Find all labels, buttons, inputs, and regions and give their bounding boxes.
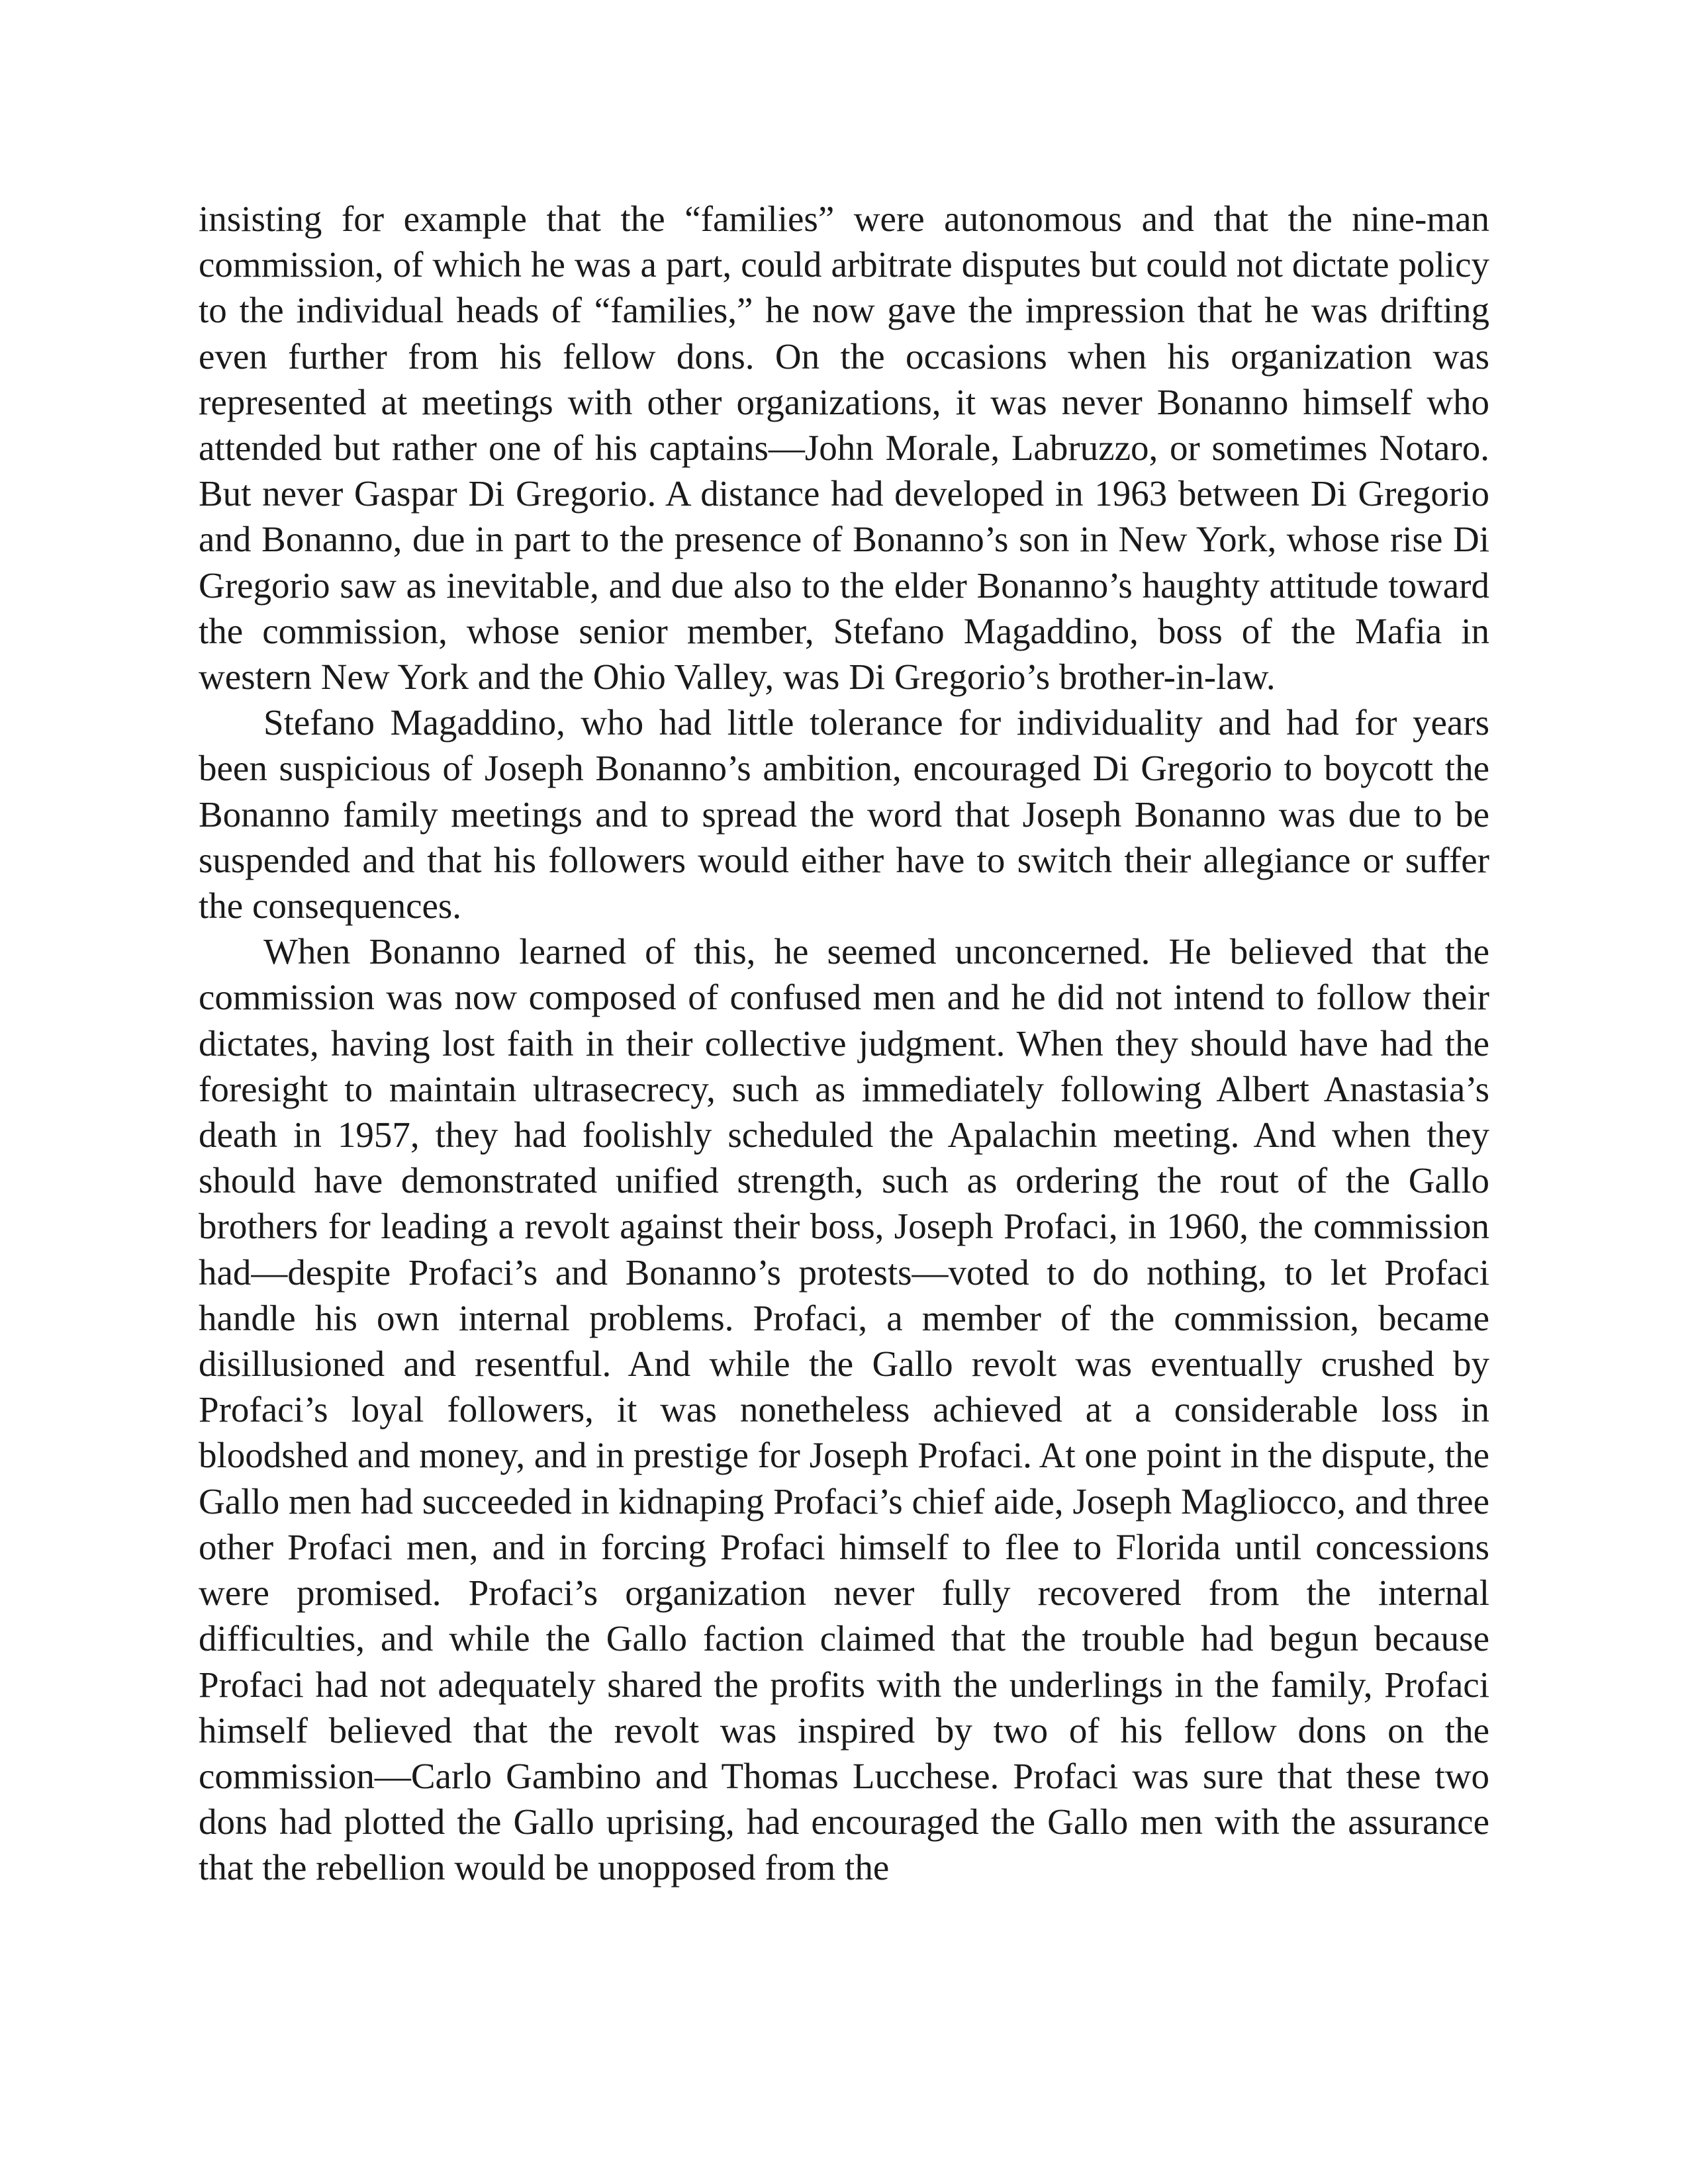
paragraph-magaddino: Stefano Magaddino, who had little tolerance for individuality and had for years been suspicious of Joseph Bonanno’s ambition, encouraged Di Gregorio to boycott the Bonanno family meetings and to spread the word that Joseph Bonanno was due to be suspended and that his followers would either have to switch their allegiance or suffer the consequences. bbox=[199, 702, 1489, 927]
paragraph-continued: insisting for example that the “families” were autonomous and that the nine-man commission, of which he was a part, could arbitrate disputes but could not dictate policy to the individual heads of “families,” he now gave the impression that he was drifting even further from his fellow dons. On the occasions when his organization was represented at meetings with other organizations, it was never Bonanno himself who attended but rather one of his captains—John Morale, Labruzzo, or sometimes Notaro. But never Gaspar Di Gregorio. A distance had developed in 1963 between Di Gregorio and Bonanno, due in part to the presence of Bonanno’s son in New York, whose rise Di Gregorio saw as inevitable, and due also to the elder Bonanno’s haughty attitude toward the commission, whose senior member, Stefano Magaddino, boss of the Mafia in western New York and the Ohio Valley, was Di Gregorio’s brother-in-law. bbox=[199, 199, 1489, 698]
document-page bbox=[199, 196, 1489, 1891]
paragraph-bonanno-unconcerned: When Bonanno learned of this, he seemed unconcerned. He believed that the commission was now composed of confused men and he did not intend to follow their dictates, having lost faith in their collective judgment. When they should have had the foresight to maintain ultrasecrecy, such as immediately following Albert Anastasia’s death in 1957, they had foolishly scheduled the Apalachin meeting. And when they should have demonstrated unified strength, such as ordering the rout of the Gallo brothers for leading a revolt against their boss, Joseph Profaci, in 1960, the commission had—despite Profaci’s and Bonanno’s protests—voted to do nothing, to let Profaci handle his own internal problems. Profaci, a member of the commission, became disillusioned and resentful. And while the Gallo revolt was eventually crushed by Profaci’s loyal followers, it was nonetheless achieved at a considerable loss in bloodshed and money, and in prestige for Joseph Profaci. At one point in the dispute, the Gallo men had succeeded in kidnaping Profaci’s chief aide, Joseph Magliocco, and three other Profaci men, and in forcing Profaci himself to flee to Florida until concessions were promised. Profaci’s organization never fully recovered from the internal difficulties, and while the Gallo faction claimed that the trouble had begun because Profaci had not adequately shared the profits with the underlings in the family, Profaci himself believed that the revolt was inspired by two of his fellow dons on the commission—Carlo Gambino and Thomas Lucchese. Profaci was sure that these two dons had plotted the Gallo uprising, had encouraged the Gallo men with the assurance that the rebellion would be unopposed from the bbox=[199, 931, 1489, 1888]
